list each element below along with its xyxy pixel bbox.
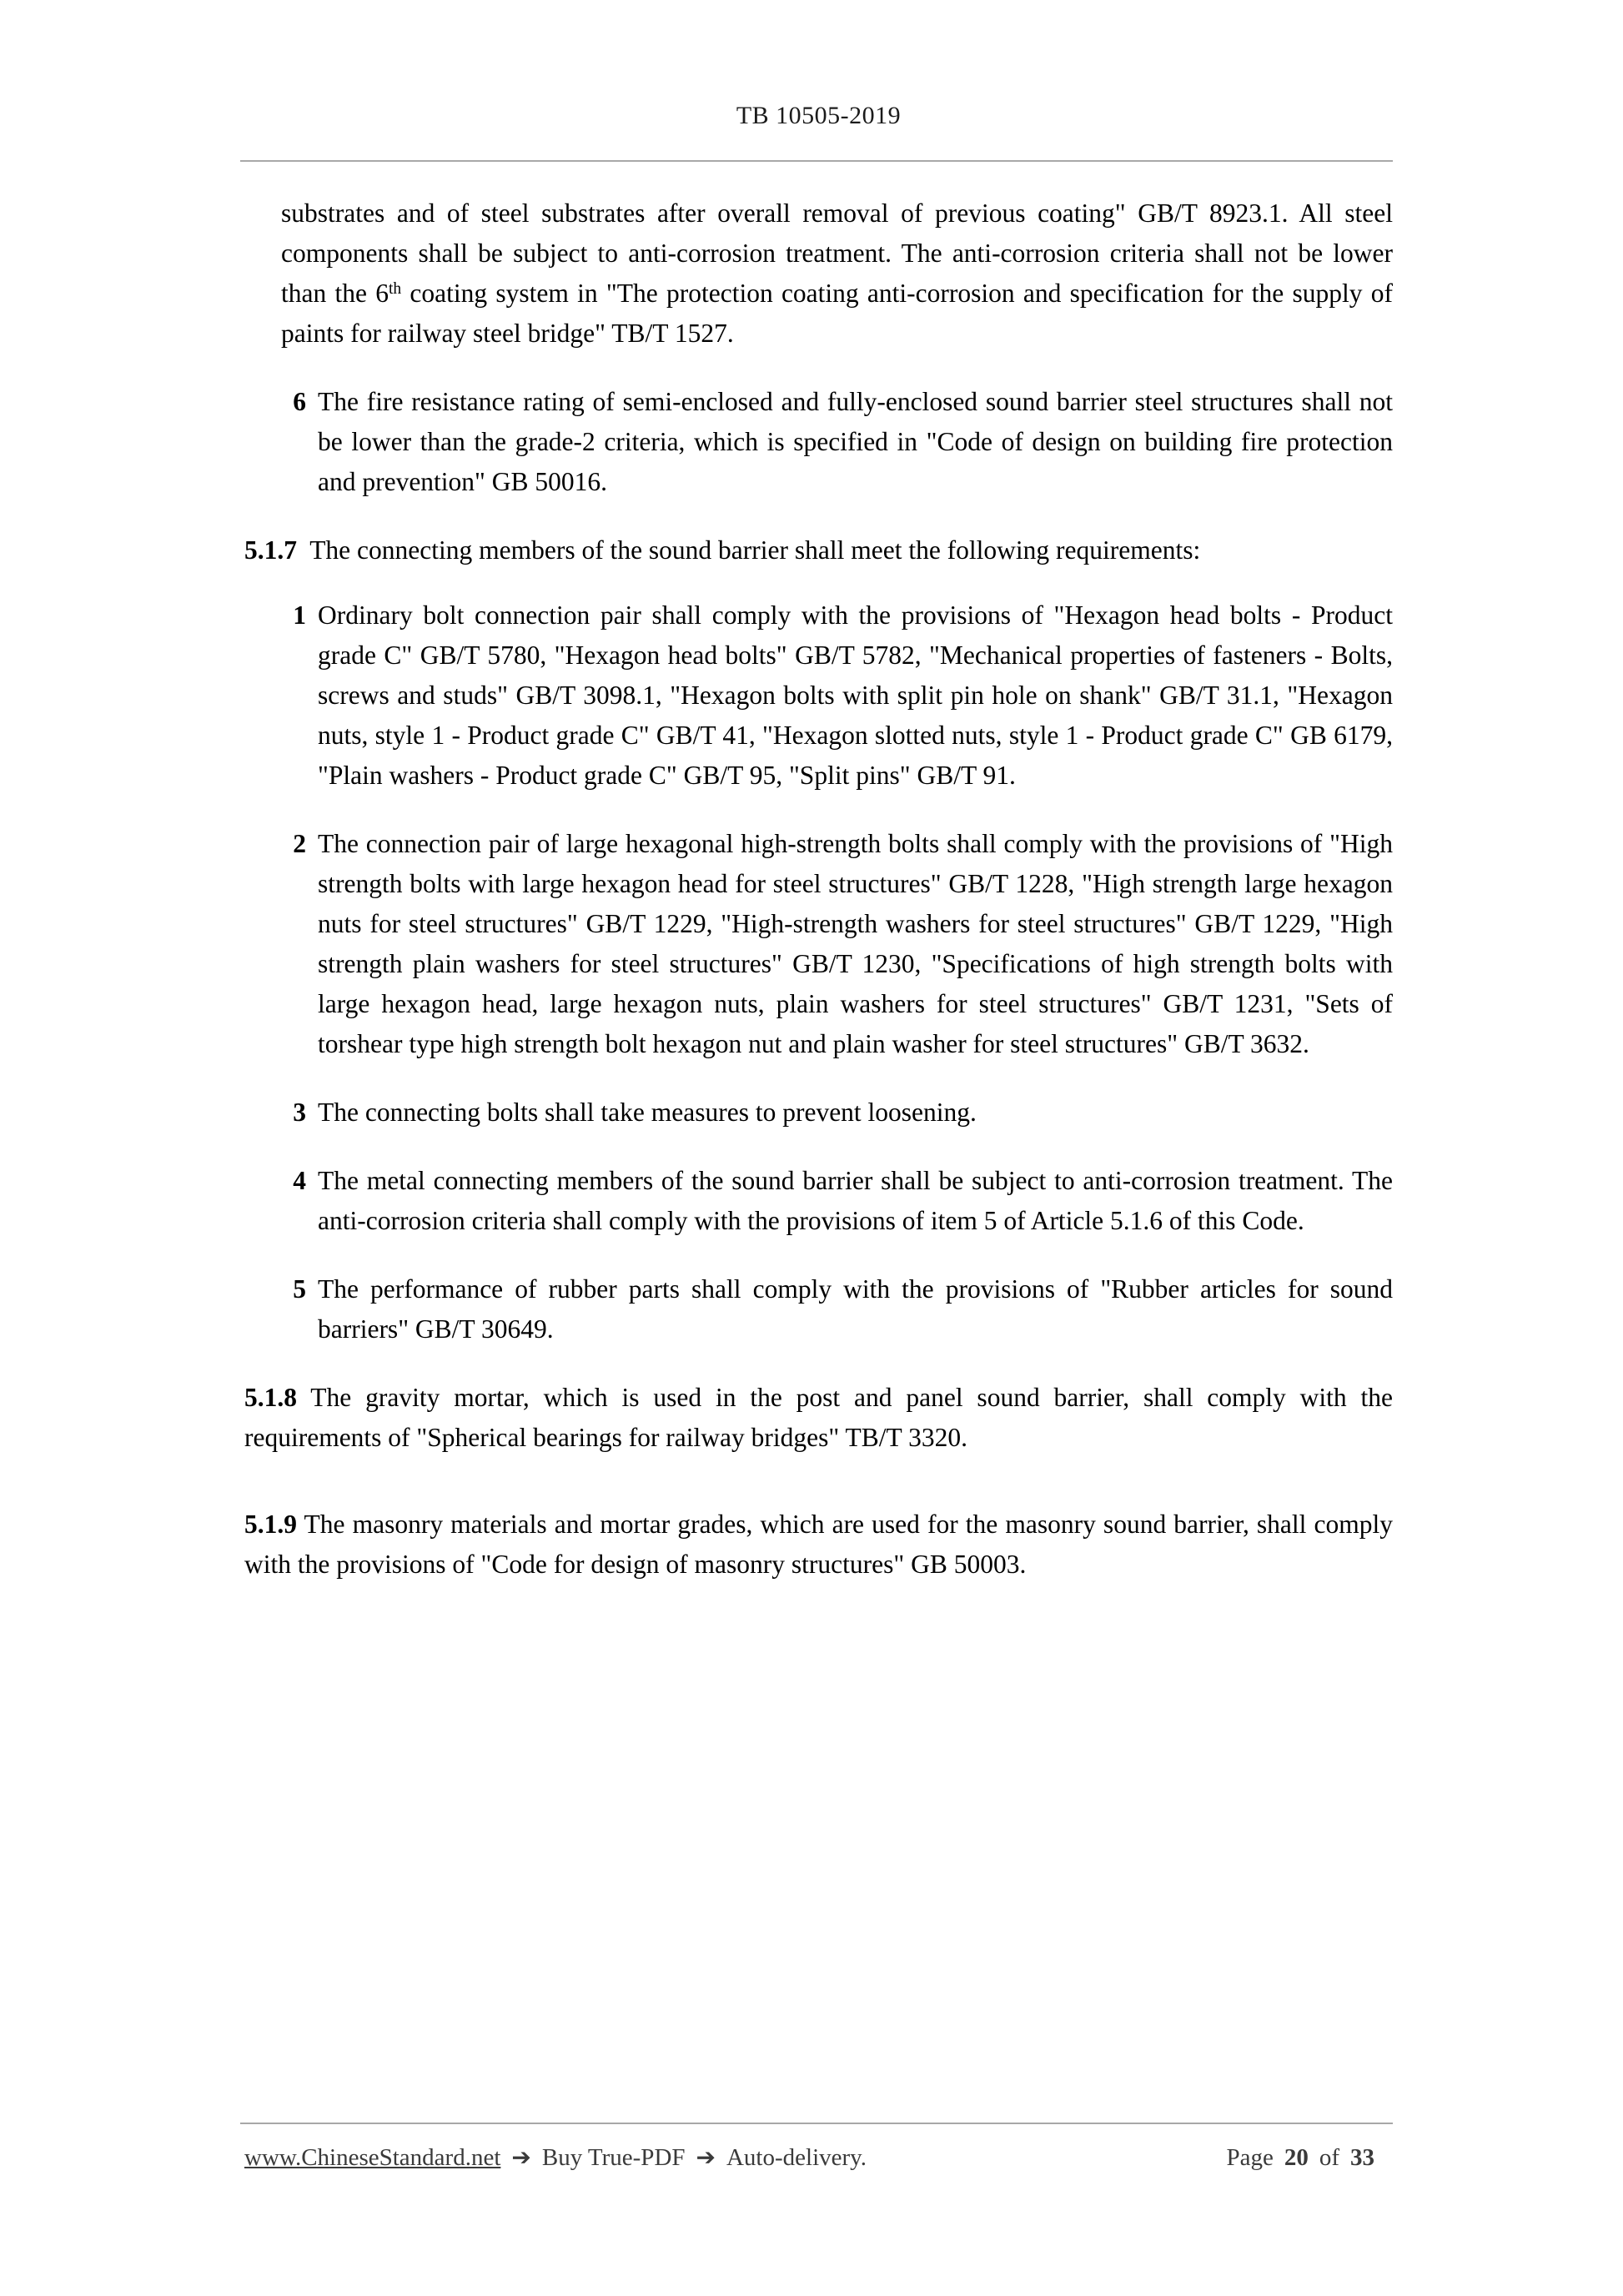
clause-text: The masonry materials and mortar grades, which are used for the masonry sound barrier, shall comply with the provisions of "Code for design of masonry structures" GB 50003. (244, 1510, 1393, 1579)
header-standard-code: TB 10505-2019 (736, 102, 902, 129)
page-total: 33 (1350, 2144, 1374, 2171)
page-label: Page (1226, 2144, 1274, 2171)
clause-number: 5.1.7 (244, 535, 297, 565)
list-item-number: 6 (293, 387, 306, 416)
list-item (281, 1161, 1393, 1241)
footer-divider (240, 2123, 1393, 2124)
continued-paragraph-text: substrates and of steel substrates after overall removal of previous coating" GB/T 8923.1. All steel components shall be subject to anti-corrosion treatment. The anti-corrosion criteria shall not be lower than the 6 (281, 198, 1393, 308)
list-group-previous (244, 382, 1393, 502)
footer-buy-label: Buy True-PDF (541, 2144, 686, 2171)
page-indicator (1226, 2144, 1393, 2172)
clause-5-1-8 (244, 1378, 1393, 1458)
page-number: 20 (1284, 2144, 1309, 2171)
list-item-text: The fire resistance rating of semi-enclosed and fully-enclosed sound barrier steel structures shall not be lower than the grade-2 criteria, which is specified in "Code of design on building fire protection and prevention" GB 50016. (318, 387, 1393, 496)
page-of-label: of (1319, 2144, 1339, 2171)
header-divider (240, 160, 1393, 162)
list-item-number: 5 (293, 1274, 306, 1304)
list-item-text: The metal connecting members of the sound barrier shall be subject to anti-corrosion treatment. The anti-corrosion criteria shall comply with the provisions of item 5 of Article 5.1.6 of this Code. (318, 1166, 1393, 1235)
paragraph-spacer (244, 1483, 1393, 1505)
list-item-number: 1 (293, 600, 306, 630)
list-item-text: The connecting bolts shall take measures to prevent loosening. (318, 1098, 977, 1127)
list-item-text: The performance of rubber parts shall comply with the provisions of "Rubber articles for sound barriers" GB/T 30649. (318, 1274, 1393, 1344)
footer-delivery-label: Auto-delivery. (726, 2144, 867, 2171)
clause-text: The gravity mortar, which is used in the post and panel sound barrier, shall comply with the requirements of "Spherical bearings for railway bridges" TB/T 3320. (244, 1383, 1393, 1452)
arrow-right-icon: ➔ (696, 2145, 716, 2171)
list-item-number: 2 (293, 829, 306, 858)
arrow-right-icon: ➔ (511, 2145, 531, 2171)
list-item (281, 595, 1393, 796)
clause-number: 5.1.9 (244, 1510, 297, 1539)
clause-5-1-7 (244, 530, 1393, 570)
footer-promo (244, 2143, 867, 2172)
clause-number: 5.1.8 (244, 1383, 297, 1412)
list-item (281, 824, 1393, 1064)
list-item (281, 382, 1393, 502)
list-item-text: The connection pair of large hexagonal high-strength bolts shall comply with the provisions of "High strength bolts with large hexagon head for steel structures" GB/T 1228, "High strength large hexagon nuts for steel structures" GB/T 1229, "High-strength washers for steel structures" GB/T 1229, "High strength plain washers for steel structures" GB/T 1230, "Specifications of high strength bolts with large hexagon head, large hexagon nuts, plain washers for steel structures" GB/T 1231, "Sets of torshear type high strength bolt hexagon nut and plain washer for steel structures" GB/T 3632. (318, 829, 1393, 1058)
list-group-5-1-7 (244, 595, 1393, 1349)
list-item (281, 1093, 1393, 1133)
footer-website-link[interactable]: www.ChineseStandard.net (244, 2144, 501, 2171)
page-header (244, 102, 1393, 130)
list-item (281, 1269, 1393, 1349)
ordinal-superscript: th (388, 279, 402, 298)
continued-paragraph (244, 193, 1393, 354)
continued-paragraph-tail: coating system in "The protection coating anti-corrosion and specification for the supply of paints for railway steel bridge" TB/T 1527. (281, 279, 1394, 348)
list-item-number: 3 (293, 1098, 306, 1127)
page-footer (244, 2143, 1393, 2172)
page-body (244, 193, 1393, 1610)
clause-5-1-9 (244, 1505, 1393, 1585)
list-item-number: 4 (293, 1166, 306, 1195)
list-item-text: Ordinary bolt connection pair shall comply with the provisions of "Hexagon head bolts - Product grade C" GB/T 5780, "Hexagon head bolts" GB/T 5782, "Mechanical properties of fasteners - Bolts, screws and studs" GB/T 3098.1, "Hexagon bolts with split pin hole on shank" GB/T 31.1, "Hexagon nuts, style 1 - Product grade C" GB/T 41, "Hexagon slotted nuts, style 1 - Product grade C" GB 6179, "Plain washers - Product grade C" GB/T 95, "Split pins" GB/T 91. (318, 600, 1393, 790)
clause-text: The connecting members of the sound barrier shall meet the following requirements: (309, 535, 1201, 565)
